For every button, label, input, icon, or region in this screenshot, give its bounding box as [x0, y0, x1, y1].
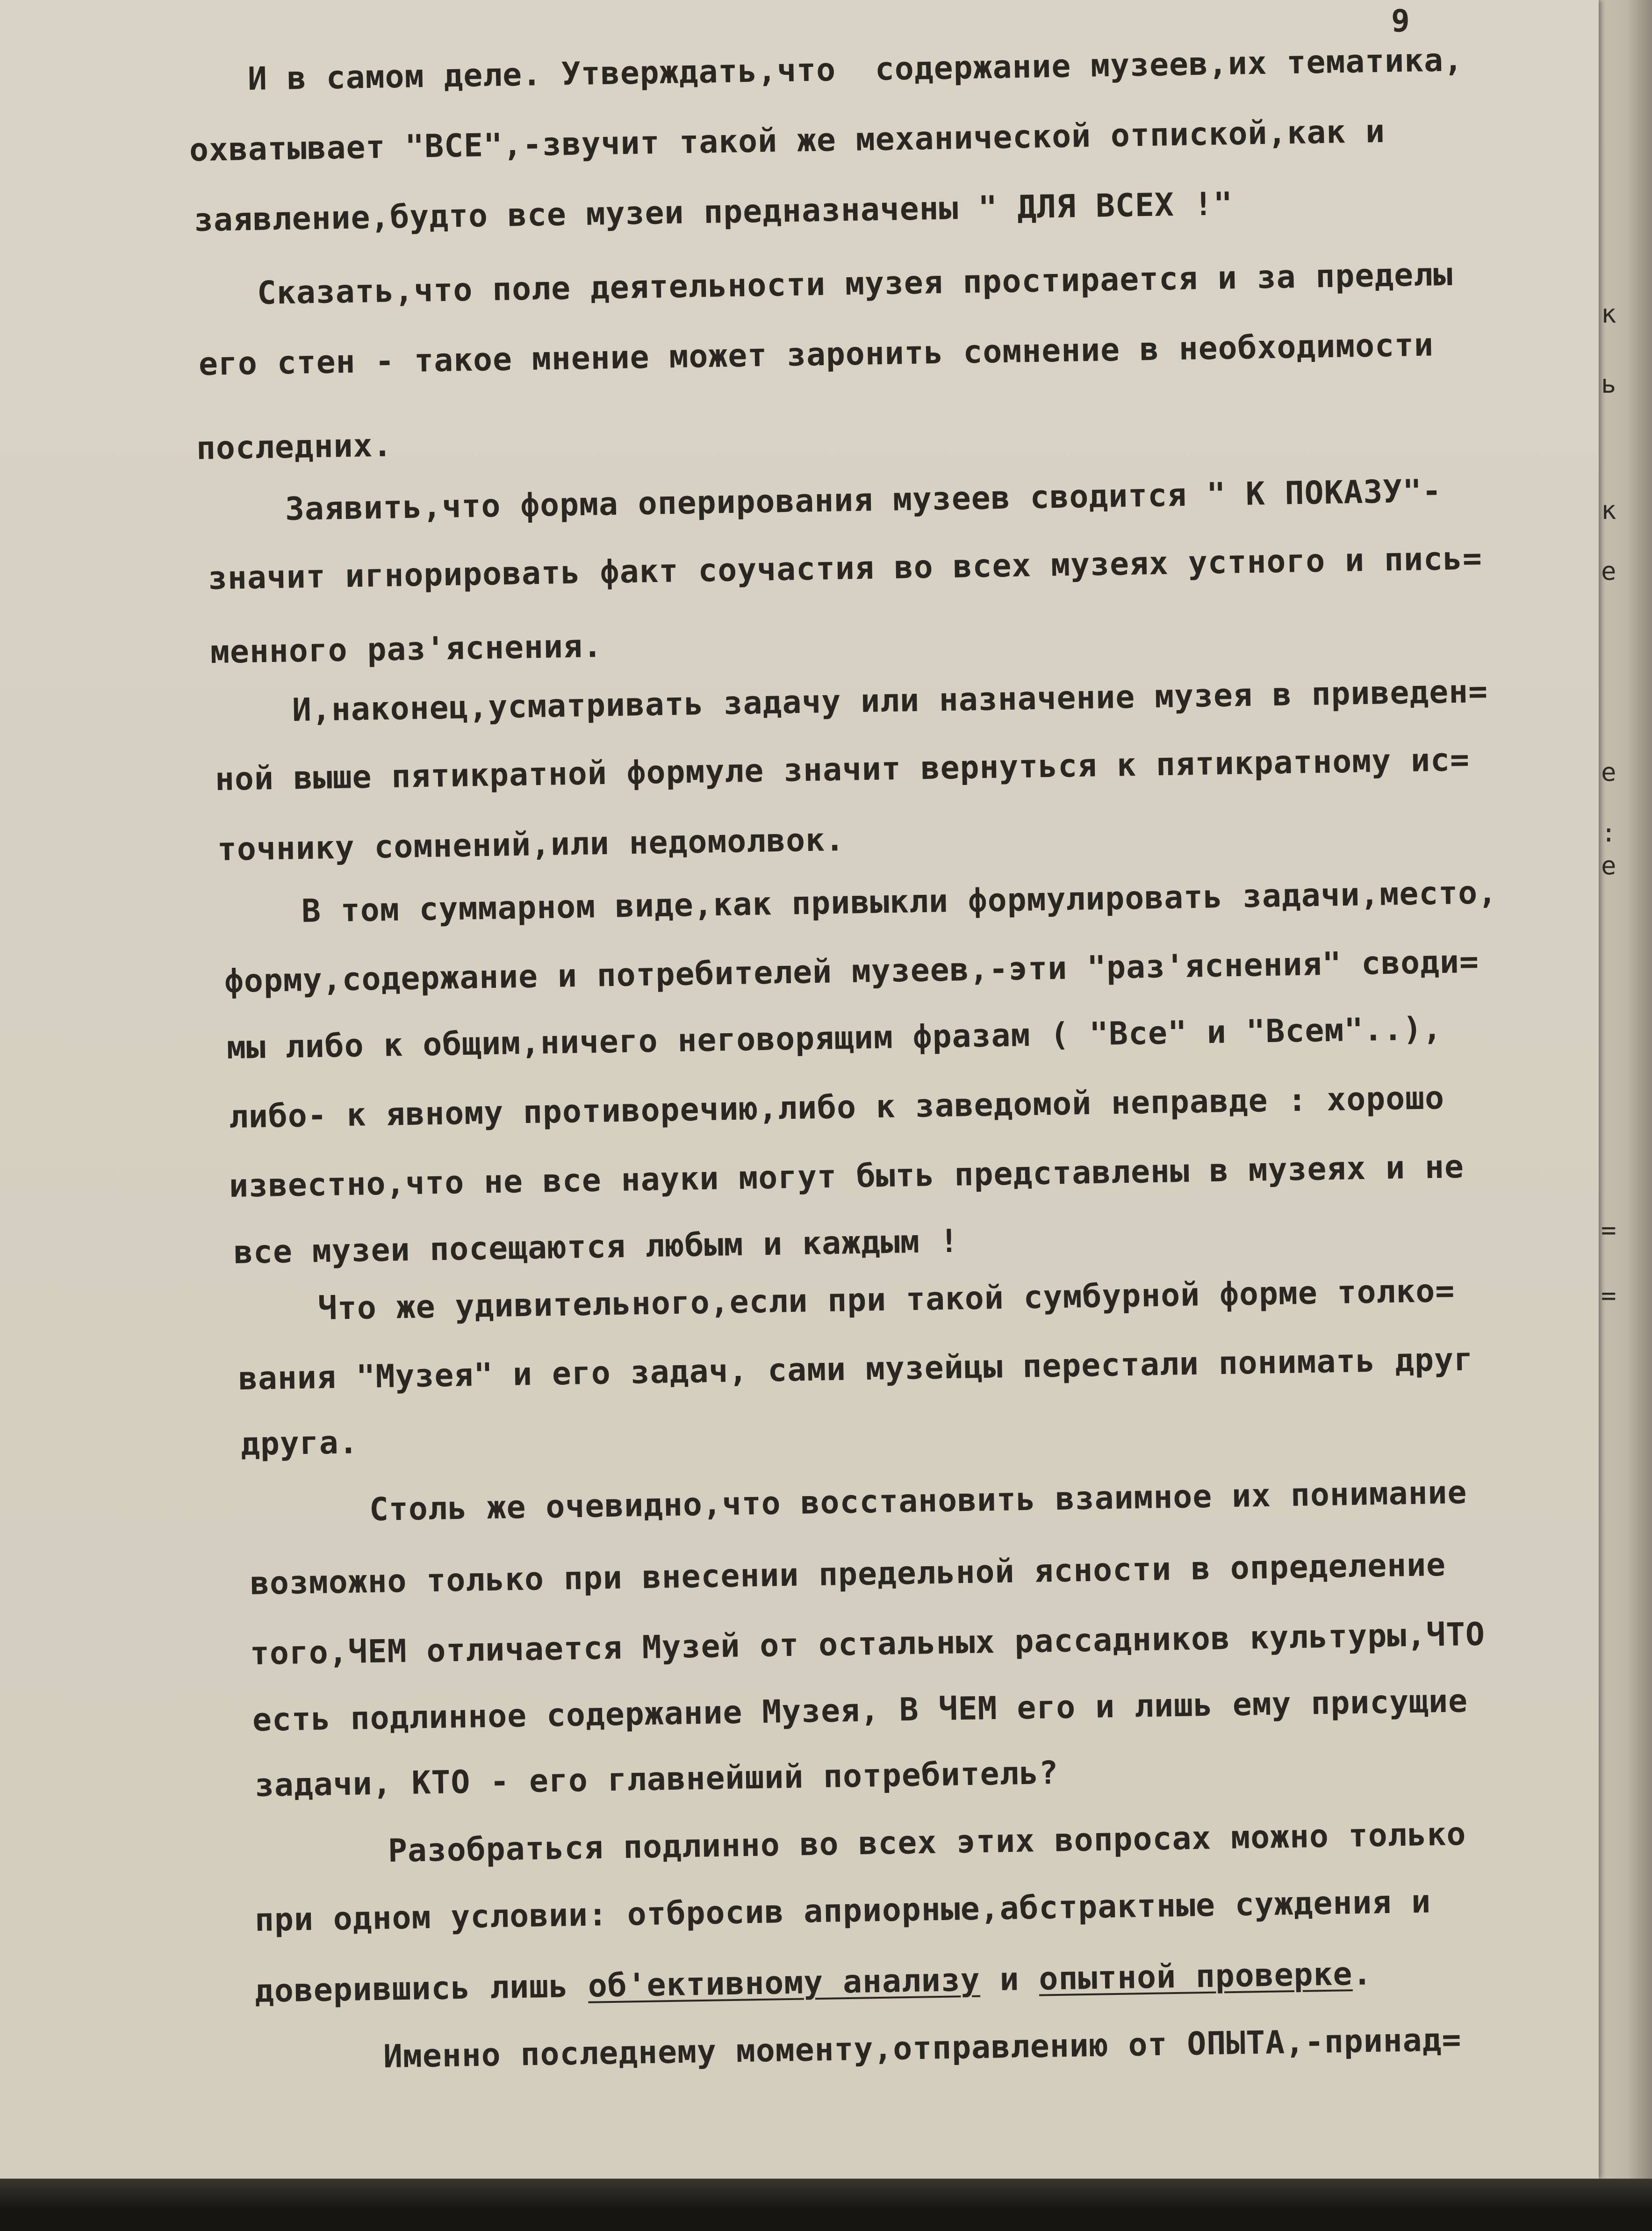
text-line: вания "Музея" и его задач, сами музейцы перестали понимать друг	[238, 1341, 1474, 1397]
text-line: В том суммарном виде,как привыкли формулировать задачи,место,	[301, 874, 1498, 930]
edge-mark: е	[1601, 757, 1616, 787]
text-line: Что же удивительного,если при такой сумбурной форме толко=	[317, 1272, 1455, 1327]
text-line: Разобраться подлинно во всех этих вопросах можно только	[388, 1815, 1467, 1870]
text-line: заявление,будто все музеи предназначены " ДЛЯ ВСЕХ !"	[194, 186, 1234, 239]
edge-mark: е	[1601, 851, 1616, 880]
text-line: того,ЧЕМ отличается Музей от остальных рассадников культуры,ЧТО	[250, 1616, 1486, 1672]
text-segment: доверившись лишь	[254, 1967, 589, 2010]
underlined-phrase: опытной проверке	[1038, 1956, 1353, 1998]
edge-mark: е	[1601, 556, 1616, 586]
edge-mark: =	[1601, 1281, 1616, 1310]
text-line: все музеи посещаются любым и каждым !	[233, 1223, 960, 1271]
text-line: друга.	[240, 1424, 359, 1463]
text-line: Столь же очевидно,что восстановить взаимное их понимание	[369, 1474, 1467, 1528]
text-line: мы либо к общим,ничего неговорящим фразам ( "Все" и "Всем"..),	[226, 1010, 1443, 1066]
text-line: Заявить,что форма оперирования музеев сводится " К ПОКАЗУ"-	[285, 473, 1442, 528]
text-line: охватывает "ВСЕ",-звучит такой же механической отпиской,как и	[189, 113, 1386, 169]
edge-mark: :	[1601, 818, 1616, 848]
text-line: его стен - такое мнение может заронить сомнение в необходимости	[198, 326, 1434, 383]
text-line: либо- к явному противоречию,либо к заведомой неправде : хорошо	[229, 1080, 1445, 1136]
text-line: последних.	[196, 427, 393, 467]
scan-bottom-shadow	[0, 2179, 1652, 2231]
text-line: точнику сомнений,или недомолвок.	[217, 821, 845, 868]
text-segment: и	[979, 1960, 1040, 1999]
text-segment: .	[1352, 1955, 1372, 1993]
text-line: И в самом деле. Утверждать,что содержание музеев,их тематика,	[247, 42, 1464, 98]
text-line: возможно только при внесении предельной ясности в определение	[250, 1546, 1446, 1602]
text-line: задачи, КТО - его главнейший потребитель?	[254, 1754, 1059, 1804]
page-number: 9	[1391, 3, 1410, 39]
text-line: ной выше пятикратной формуле значит вернуться к пятикратному ис=	[215, 741, 1470, 798]
text-line: известно,что не все науки могут быть представлены в музеях и не	[229, 1148, 1465, 1205]
underlined-phrase: об'ективному анализу	[588, 1961, 981, 2005]
text-line: менного раз'яснения.	[210, 627, 603, 671]
edge-mark: =	[1601, 1216, 1616, 1245]
text-line: И,наконец,усматривать задачу или назначение музея в приведен=	[292, 673, 1488, 729]
edge-mark: к	[1601, 299, 1616, 329]
text-line-with-underlines	[254, 1955, 1372, 2010]
text-line: Именно последнему моменту,отправлению от ОПЫТА,-принад=	[383, 2021, 1462, 2075]
text-line: Сказать,что поле деятельности музея простирается и за пределы	[257, 256, 1453, 312]
text-line: форму,содержание и потребителей музеев,-эти "раз'яснения" своди=	[224, 943, 1480, 1000]
edge-mark: к	[1601, 496, 1616, 525]
edge-mark: ь	[1601, 369, 1616, 399]
underlying-page-text-edge	[1601, 0, 1648, 2197]
text-line: есть подлинное содержание Музея, В ЧЕМ его и лишь ему присущие	[252, 1683, 1468, 1739]
text-line: при одном условии: отбросив априорные,абстрактные суждения и	[254, 1883, 1431, 1939]
text-line: значит игнорировать факт соучастия во всех музеях устного и пись=	[208, 540, 1483, 597]
